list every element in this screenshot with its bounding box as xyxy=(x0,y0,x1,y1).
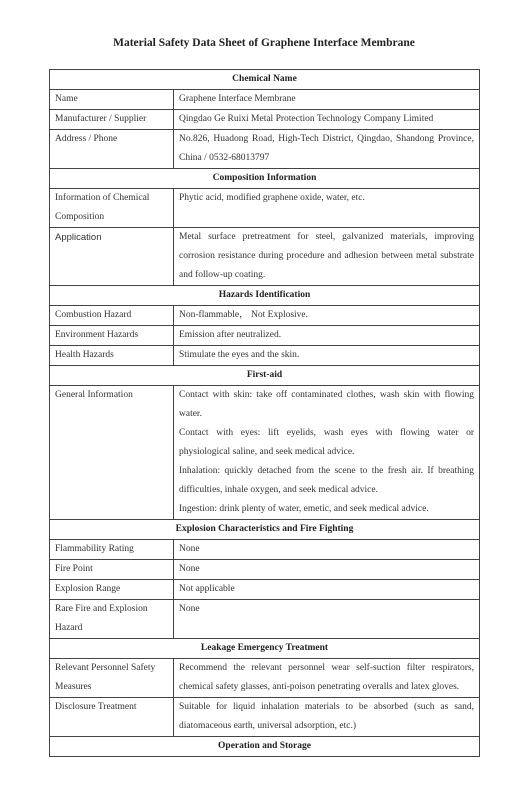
value-paragraph: Contact with skin: take off contaminated clothes, wash skin with flowing water. xyxy=(179,390,474,419)
row-value xyxy=(174,600,480,639)
table-row xyxy=(50,560,480,580)
section-heading-row xyxy=(50,286,480,306)
table-row xyxy=(50,228,480,286)
value-paragraph: Recommend the relevant personnel wear self-suction filter respirators, chemical safety glasses, anti-poison penetrating overalls and latex gloves. xyxy=(179,663,474,692)
value-paragraph: Suitable for liquid inhalation materials to be absorbed (such as sand, diatomaceous earth, universal adsorption, etc.) xyxy=(179,702,474,731)
value-paragraph: Not applicable xyxy=(179,584,235,594)
row-value xyxy=(174,580,480,600)
section-heading: Operation and Storage xyxy=(50,737,480,757)
value-paragraph: No.826, Huadong Road, High-Tech District, Qingdao, Shandong Province, China / 0532-68013797 xyxy=(179,134,474,163)
table-row xyxy=(50,600,480,639)
table-row xyxy=(50,110,480,130)
row-value xyxy=(174,560,480,580)
row-label: Environment Hazards xyxy=(50,326,174,346)
table-row xyxy=(50,386,480,520)
row-label: Combustion Hazard xyxy=(50,306,174,326)
section-heading-row xyxy=(50,639,480,659)
row-label: Rare Fire and Explosion Hazard xyxy=(50,600,174,639)
section-heading: Hazards Identification xyxy=(50,286,480,306)
row-value xyxy=(174,110,480,130)
row-value xyxy=(174,130,480,169)
row-label: Health Hazards xyxy=(50,346,174,366)
value-paragraph: Qingdao Ge Ruixi Metal Protection Technology Company Limited xyxy=(179,114,434,124)
value-paragraph: Non-flammable， Not Explosive. xyxy=(179,310,309,320)
row-label: Disclosure Treatment xyxy=(50,698,174,737)
value-paragraph: Metal surface pretreatment for steel, galvanized materials, improving corrosion resistance during procedure and adhesion between metal substrate and follow-up coating. xyxy=(179,232,474,280)
table-row xyxy=(50,580,480,600)
row-value xyxy=(174,306,480,326)
value-paragraph: Emission after neutralized. xyxy=(179,330,282,340)
table-row xyxy=(50,306,480,326)
document-title: Material Safety Data Sheet of Graphene Interface Membrane xyxy=(113,37,415,49)
row-label: Fire Point xyxy=(50,560,174,580)
section-heading-row xyxy=(50,737,480,757)
table-row xyxy=(50,659,480,698)
row-label: Manufacturer / Supplier xyxy=(50,110,174,130)
table-row xyxy=(50,326,480,346)
section-heading-row xyxy=(50,520,480,540)
table-row xyxy=(50,698,480,737)
row-value xyxy=(174,386,480,520)
section-heading: Chemical Name xyxy=(50,70,480,90)
value-paragraph: Ingestion: drink plenty of water, emetic, and seek medical advice. xyxy=(179,504,429,514)
row-value xyxy=(174,346,480,366)
row-label: Name xyxy=(50,90,174,110)
value-paragraph: None xyxy=(179,604,200,614)
section-heading: Leakage Emergency Treatment xyxy=(50,639,480,659)
row-label: General Information xyxy=(50,386,174,520)
row-label: Information of Chemical Composition xyxy=(50,189,174,228)
section-heading: Composition Information xyxy=(50,169,480,189)
row-value xyxy=(174,228,480,286)
section-heading: First-aid xyxy=(50,366,480,386)
value-paragraph: Contact with eyes: lift eyelids, wash eyes with flowing water or physiological saline, and seek medical advice. xyxy=(179,428,474,457)
value-paragraph: None xyxy=(179,544,200,554)
row-label: Relevant Personnel Safety Measures xyxy=(50,659,174,698)
table-row xyxy=(50,130,480,169)
msds-table xyxy=(49,69,480,757)
section-heading-row xyxy=(50,70,480,90)
row-label: Application xyxy=(50,228,174,286)
row-value xyxy=(174,189,480,228)
table-row xyxy=(50,346,480,366)
value-paragraph: Graphene Interface Membrane xyxy=(179,94,296,104)
section-heading: Explosion Characteristics and Fire Fighting xyxy=(50,520,480,540)
row-value xyxy=(174,326,480,346)
row-value xyxy=(174,540,480,560)
value-paragraph: Phytic acid, modified graphene oxide, water, etc. xyxy=(179,193,365,203)
value-paragraph: None xyxy=(179,564,200,574)
table-row xyxy=(50,540,480,560)
row-label: Flammability Rating xyxy=(50,540,174,560)
row-label: Address / Phone xyxy=(50,130,174,169)
row-value xyxy=(174,90,480,110)
section-heading-row xyxy=(50,366,480,386)
table-row xyxy=(50,189,480,228)
table-row xyxy=(50,90,480,110)
row-label: Explosion Range xyxy=(50,580,174,600)
row-value xyxy=(174,698,480,737)
value-paragraph: Stimulate the eyes and the skin. xyxy=(179,350,300,360)
section-heading-row xyxy=(50,169,480,189)
value-paragraph: Inhalation: quickly detached from the scene to the fresh air. If breathing difficulties, inhale oxygen, and seek medical advice. xyxy=(179,466,474,495)
row-value xyxy=(174,659,480,698)
